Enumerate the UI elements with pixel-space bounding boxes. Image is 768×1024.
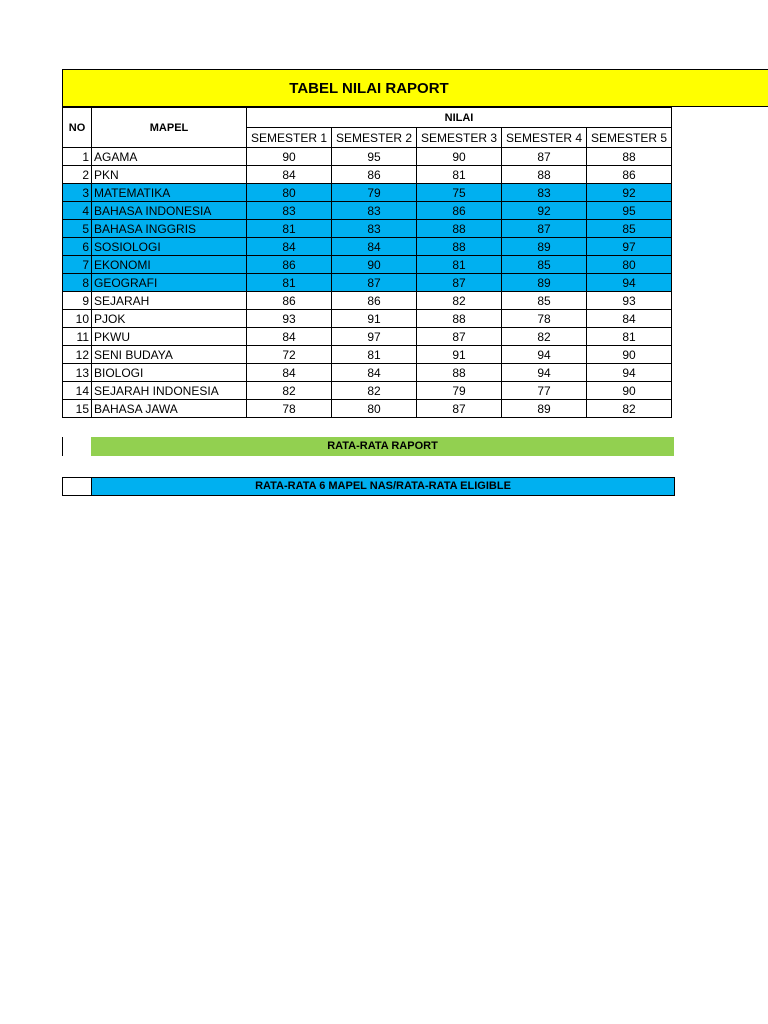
score-cell-semester-5[interactable]: 88: [587, 148, 672, 166]
score-cell-semester-2[interactable]: 84: [332, 238, 417, 256]
score-cell-semester-2[interactable]: 83: [332, 220, 417, 238]
score-cell-semester-5[interactable]: 82: [587, 400, 672, 418]
score-cell-semester-3[interactable]: 81: [417, 166, 502, 184]
row-number-cell[interactable]: 4: [63, 202, 92, 220]
score-cell-semester-2[interactable]: 79: [332, 184, 417, 202]
average-row: [62, 437, 674, 456]
row-number-cell[interactable]: 7: [63, 256, 92, 274]
score-cell-semester-5[interactable]: 93: [587, 292, 672, 310]
score-cell-semester-3[interactable]: 75: [417, 184, 502, 202]
score-cell-semester-2[interactable]: 91: [332, 310, 417, 328]
subject-cell[interactable]: BAHASA INGGRIS: [92, 220, 247, 238]
score-cell-semester-4[interactable]: 87: [502, 148, 587, 166]
subject-cell[interactable]: GEOGRAFI: [92, 274, 247, 292]
score-cell-semester-1[interactable]: 84: [247, 328, 332, 346]
table-row: [63, 292, 672, 310]
header-semester-5[interactable]: SEMESTER 5: [587, 128, 672, 148]
score-cell-semester-2[interactable]: 90: [332, 256, 417, 274]
score-cell-semester-4[interactable]: 87: [502, 220, 587, 238]
table-row: [63, 256, 672, 274]
score-cell-semester-4[interactable]: 88: [502, 166, 587, 184]
score-cell-semester-2[interactable]: 86: [332, 292, 417, 310]
subject-cell[interactable]: PJOK: [92, 310, 247, 328]
header-semester-3[interactable]: SEMESTER 3: [417, 128, 502, 148]
score-cell-semester-5[interactable]: 86: [587, 166, 672, 184]
subject-cell[interactable]: SEJARAH: [92, 292, 247, 310]
average-row-no-cell[interactable]: [62, 437, 91, 456]
score-cell-semester-3[interactable]: 87: [417, 400, 502, 418]
table-row: [63, 220, 672, 238]
score-cell-semester-1[interactable]: 80: [247, 184, 332, 202]
row-number-cell[interactable]: 8: [63, 274, 92, 292]
score-cell-semester-3[interactable]: 88: [417, 364, 502, 382]
score-cell-semester-5[interactable]: 90: [587, 346, 672, 364]
score-cell-semester-4[interactable]: 77: [502, 382, 587, 400]
score-cell-semester-4[interactable]: 78: [502, 310, 587, 328]
row-number-cell[interactable]: 9: [63, 292, 92, 310]
table-title: TABEL NILAI RAPORT: [289, 80, 449, 97]
row-number-cell[interactable]: 5: [63, 220, 92, 238]
score-cell-semester-1[interactable]: 90: [247, 148, 332, 166]
subject-cell[interactable]: AGAMA: [92, 148, 247, 166]
score-cell-semester-4[interactable]: 83: [502, 184, 587, 202]
subject-cell[interactable]: BAHASA JAWA: [92, 400, 247, 418]
score-cell-semester-2[interactable]: 87: [332, 274, 417, 292]
score-cell-semester-1[interactable]: 84: [247, 364, 332, 382]
subject-cell[interactable]: SENI BUDAYA: [92, 346, 247, 364]
score-cell-semester-4[interactable]: 85: [502, 256, 587, 274]
score-cell-semester-3[interactable]: 87: [417, 274, 502, 292]
score-cell-semester-4[interactable]: 94: [502, 346, 587, 364]
score-cell-semester-1[interactable]: 81: [247, 274, 332, 292]
header-mapel[interactable]: MAPEL: [92, 108, 247, 148]
table-row: [63, 202, 672, 220]
score-cell-semester-5[interactable]: 85: [587, 220, 672, 238]
table-row: [63, 382, 672, 400]
score-cell-semester-1[interactable]: 83: [247, 202, 332, 220]
score-cell-semester-4[interactable]: 89: [502, 238, 587, 256]
score-cell-semester-2[interactable]: 84: [332, 364, 417, 382]
table-row: [63, 238, 672, 256]
score-cell-semester-1[interactable]: 82: [247, 382, 332, 400]
score-cell-semester-2[interactable]: 97: [332, 328, 417, 346]
header-nilai[interactable]: NILAI: [247, 108, 672, 128]
score-cell-semester-3[interactable]: 88: [417, 310, 502, 328]
score-cell-semester-3[interactable]: 82: [417, 292, 502, 310]
header-semester-1[interactable]: SEMESTER 1: [247, 128, 332, 148]
header-no[interactable]: NO: [63, 108, 92, 148]
table-row: [63, 274, 672, 292]
score-cell-semester-1[interactable]: 93: [247, 310, 332, 328]
subject-cell[interactable]: BIOLOGI: [92, 364, 247, 382]
row-number-cell[interactable]: 2: [63, 166, 92, 184]
score-cell-semester-3[interactable]: 79: [417, 382, 502, 400]
score-cell-semester-4[interactable]: 82: [502, 328, 587, 346]
score-cell-semester-2[interactable]: 82: [332, 382, 417, 400]
subject-cell[interactable]: SEJARAH INDONESIA: [92, 382, 247, 400]
score-cell-semester-4[interactable]: 94: [502, 364, 587, 382]
subject-cell[interactable]: PKN: [92, 166, 247, 184]
eligible-row: [62, 477, 675, 496]
score-cell-semester-4[interactable]: 89: [502, 274, 587, 292]
subject-cell[interactable]: SOSIOLOGI: [92, 238, 247, 256]
score-cell-semester-1[interactable]: 84: [247, 166, 332, 184]
eligible-row-no-cell[interactable]: [62, 477, 92, 496]
row-number-cell[interactable]: 12: [63, 346, 92, 364]
score-cell-semester-1[interactable]: 86: [247, 292, 332, 310]
score-cell-semester-1[interactable]: 84: [247, 238, 332, 256]
title-bar[interactable]: [62, 69, 768, 107]
score-cell-semester-3[interactable]: 87: [417, 328, 502, 346]
eligible-label[interactable]: RATA-RATA 6 MAPEL NAS/RATA-RATA ELIGIBLE: [91, 477, 675, 496]
header-semester-2[interactable]: SEMESTER 2: [332, 128, 417, 148]
table-row: [63, 310, 672, 328]
row-number-cell[interactable]: 13: [63, 364, 92, 382]
score-cell-semester-5[interactable]: 95: [587, 202, 672, 220]
row-number-cell[interactable]: 1: [63, 148, 92, 166]
subject-cell[interactable]: EKONOMI: [92, 256, 247, 274]
average-label[interactable]: RATA-RATA RAPORT: [91, 437, 674, 456]
score-cell-semester-2[interactable]: 83: [332, 202, 417, 220]
score-cell-semester-3[interactable]: 90: [417, 148, 502, 166]
subject-cell[interactable]: MATEMATIKA: [92, 184, 247, 202]
row-number-cell[interactable]: 6: [63, 238, 92, 256]
score-cell-semester-3[interactable]: 88: [417, 220, 502, 238]
score-cell-semester-3[interactable]: 88: [417, 238, 502, 256]
grades-table: [62, 107, 672, 418]
table-row: [63, 346, 672, 364]
score-cell-semester-5[interactable]: 94: [587, 364, 672, 382]
score-cell-semester-1[interactable]: 86: [247, 256, 332, 274]
table-row: [63, 400, 672, 418]
row-number-cell[interactable]: 15: [63, 400, 92, 418]
subject-cell[interactable]: BAHASA INDONESIA: [92, 202, 247, 220]
row-number-cell[interactable]: 11: [63, 328, 92, 346]
score-cell-semester-2[interactable]: 86: [332, 166, 417, 184]
score-cell-semester-2[interactable]: 80: [332, 400, 417, 418]
score-cell-semester-5[interactable]: 84: [587, 310, 672, 328]
table-row: [63, 184, 672, 202]
score-cell-semester-4[interactable]: 92: [502, 202, 587, 220]
table-row: [63, 328, 672, 346]
score-cell-semester-1[interactable]: 81: [247, 220, 332, 238]
score-cell-semester-3[interactable]: 91: [417, 346, 502, 364]
score-cell-semester-5[interactable]: 92: [587, 184, 672, 202]
score-cell-semester-3[interactable]: 81: [417, 256, 502, 274]
score-cell-semester-5[interactable]: 80: [587, 256, 672, 274]
score-cell-semester-4[interactable]: 85: [502, 292, 587, 310]
score-cell-semester-5[interactable]: 97: [587, 238, 672, 256]
score-cell-semester-5[interactable]: 94: [587, 274, 672, 292]
score-cell-semester-3[interactable]: 86: [417, 202, 502, 220]
row-number-cell[interactable]: 10: [63, 310, 92, 328]
header-semester-4[interactable]: SEMESTER 4: [502, 128, 587, 148]
table-row: [63, 364, 672, 382]
table-row: [63, 166, 672, 184]
row-number-cell[interactable]: 14: [63, 382, 92, 400]
score-cell-semester-2[interactable]: 81: [332, 346, 417, 364]
row-number-cell[interactable]: 3: [63, 184, 92, 202]
score-cell-semester-2[interactable]: 95: [332, 148, 417, 166]
score-cell-semester-1[interactable]: 78: [247, 400, 332, 418]
table-row: [63, 148, 672, 166]
score-cell-semester-5[interactable]: 90: [587, 382, 672, 400]
subject-cell[interactable]: PKWU: [92, 328, 247, 346]
score-cell-semester-1[interactable]: 72: [247, 346, 332, 364]
score-cell-semester-5[interactable]: 81: [587, 328, 672, 346]
score-cell-semester-4[interactable]: 89: [502, 400, 587, 418]
